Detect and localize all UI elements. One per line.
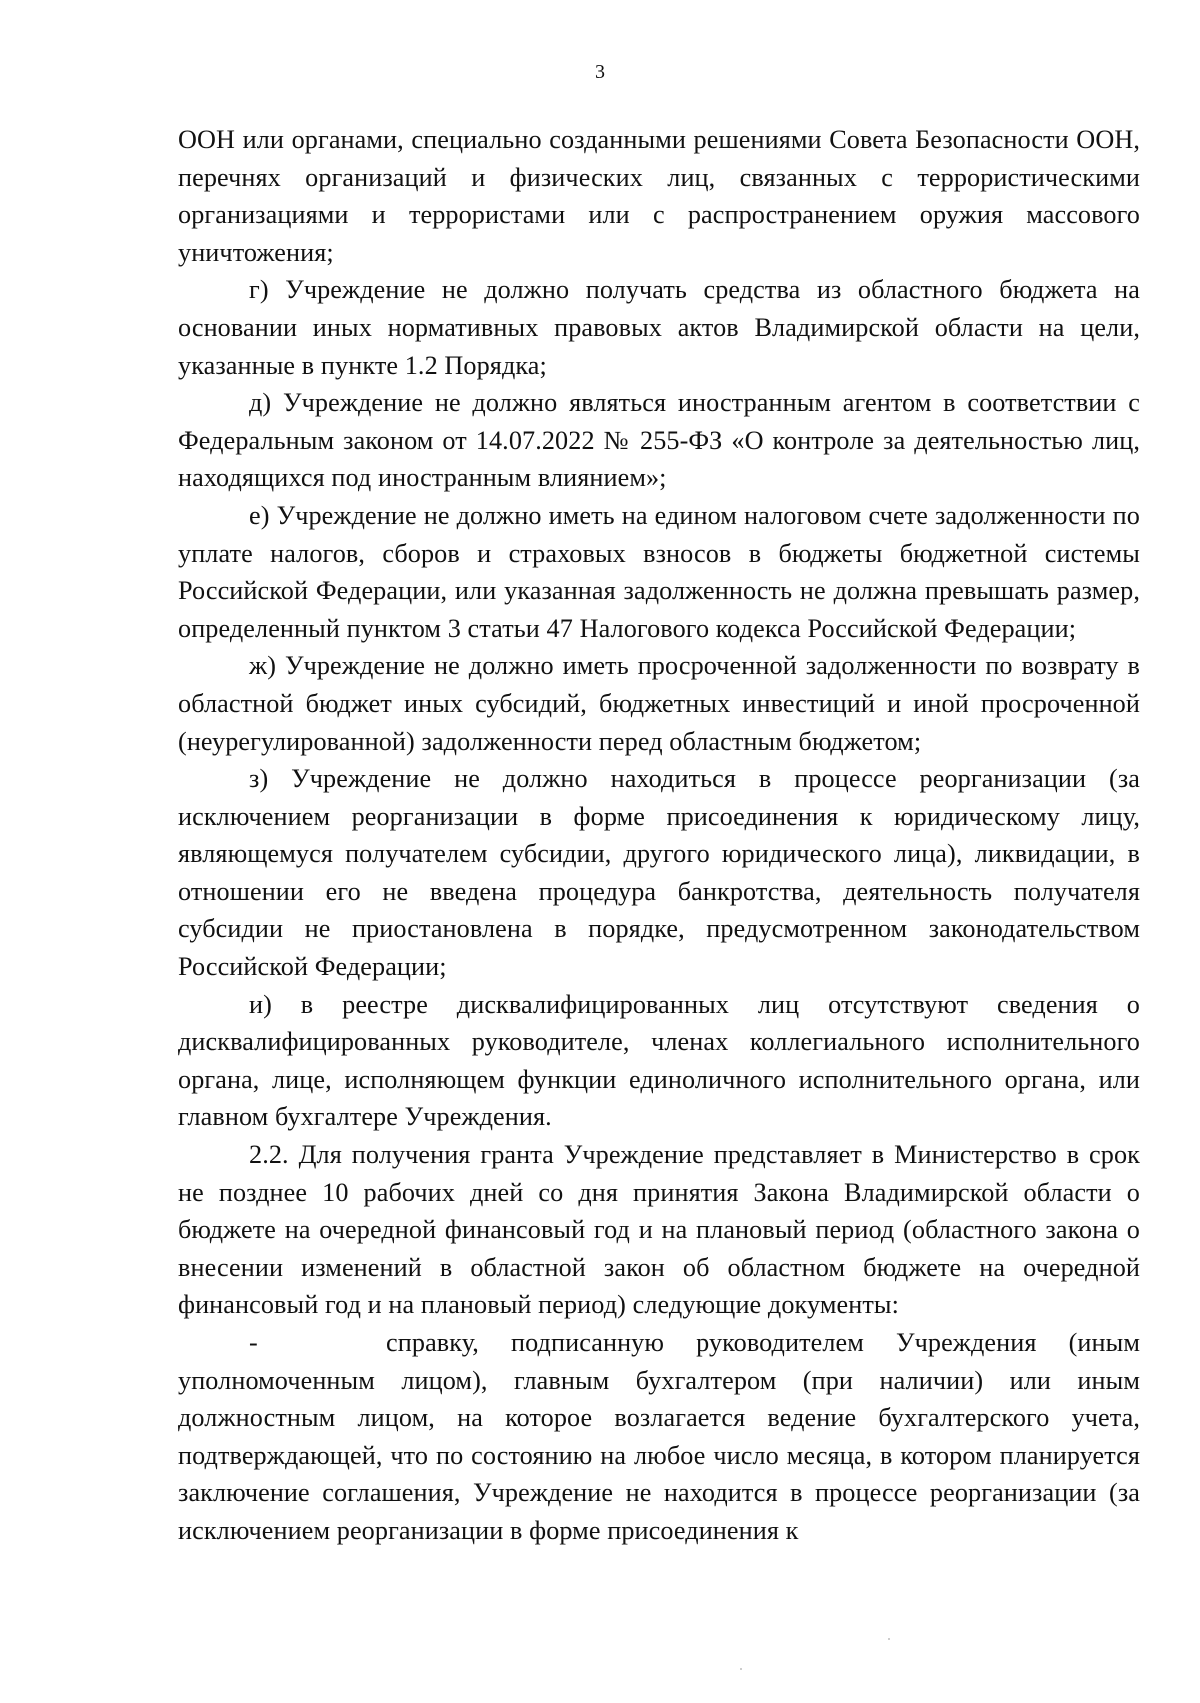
paragraph-g: г) Учреждение не должно получать средства из областного бюджета на основании иных нормативных правовых актов Владимирской области на цели, указанные в пункте 1.2 Порядка;: [178, 275, 1140, 380]
paragraph-dash-item: - справку, подписанную руководителем Учреждения (иным уполномоченным лицом), главным бухгалтером (при наличии) или иным должностным лицом, на которое возлагается ведение бухгалтерского учета, подтверждающей, что по состоянию на любое число месяца, в котором планируется заключение соглашения, Учреждение не находится в процессе реорганизации (за исключением реорганизации в форме присоединения к: [178, 1328, 1147, 1545]
paragraph-e: е) Учреждение не должно иметь на едином налоговом счете задолженности по уплате налогов, сборов и страховых взносов в бюджеты бюджетной системы Российской Федерации, или указанная задолженность не должна превышать размер, определенный пунктом 3 статьи 47 Налогового кодекса Российской Федерации;: [178, 500, 1140, 643]
paragraph-intro: ООН или органами, специально созданными решениями Совета Безопасности ООН, перечнях организаций и физических лиц, связанных с террористическими организациями и террористами или с распространением оружия массового уничтожения;: [178, 125, 1140, 267]
document-body: [178, 121, 1147, 1550]
scan-speck: [740, 1668, 742, 1670]
scan-speck: [888, 1638, 890, 1640]
paragraph-d: д) Учреждение не должно являться иностранным агентом в соответствии с Федеральным законом от 14.07.2022 № 255-ФЗ «О контроле за деятельностью лиц, находящихся под иностранным влиянием»;: [178, 388, 1140, 493]
paragraph-zh: ж) Учреждение не должно иметь просроченной задолженности по возврату в областной бюджет иных субсидий, бюджетных инвестиций и иной просроченной (неурегулированной) задолженности перед областным бюджетом;: [178, 651, 1140, 756]
paragraph-z: з) Учреждение не должно находиться в процессе реорганизации (за исключением реорганизации в форме присоединения к юридическому лицу, являющемуся получателем субсидии, другого юридического лица), ликвидации, в отношении его не введена процедура банкротства, деятельность получателя субсидии не приостановлена в порядке, предусмотренном законодательством Российской Федерации;: [178, 764, 1140, 982]
page-number: 3: [595, 61, 605, 83]
paragraph-2-2: 2.2. Для получения гранта Учреждение представляет в Министерство в срок не позднее 10 рабочих дней со дня принятия Закона Владимирской области о бюджете на очередной финансовый год и на плановый период (областного закона о внесении изменений в областной закон об областном бюджете на очередной финансовый год и на плановый период) следующие документы:: [178, 1140, 1140, 1320]
paragraph-i: и) в реестре дисквалифицированных лиц отсутствуют сведения о дисквалифицированных руководителе, членах коллегиального исполнительного органа, лице, исполняющем функции единоличного исполнительного органа, или главном бухгалтере Учреждения.: [178, 989, 1140, 1132]
